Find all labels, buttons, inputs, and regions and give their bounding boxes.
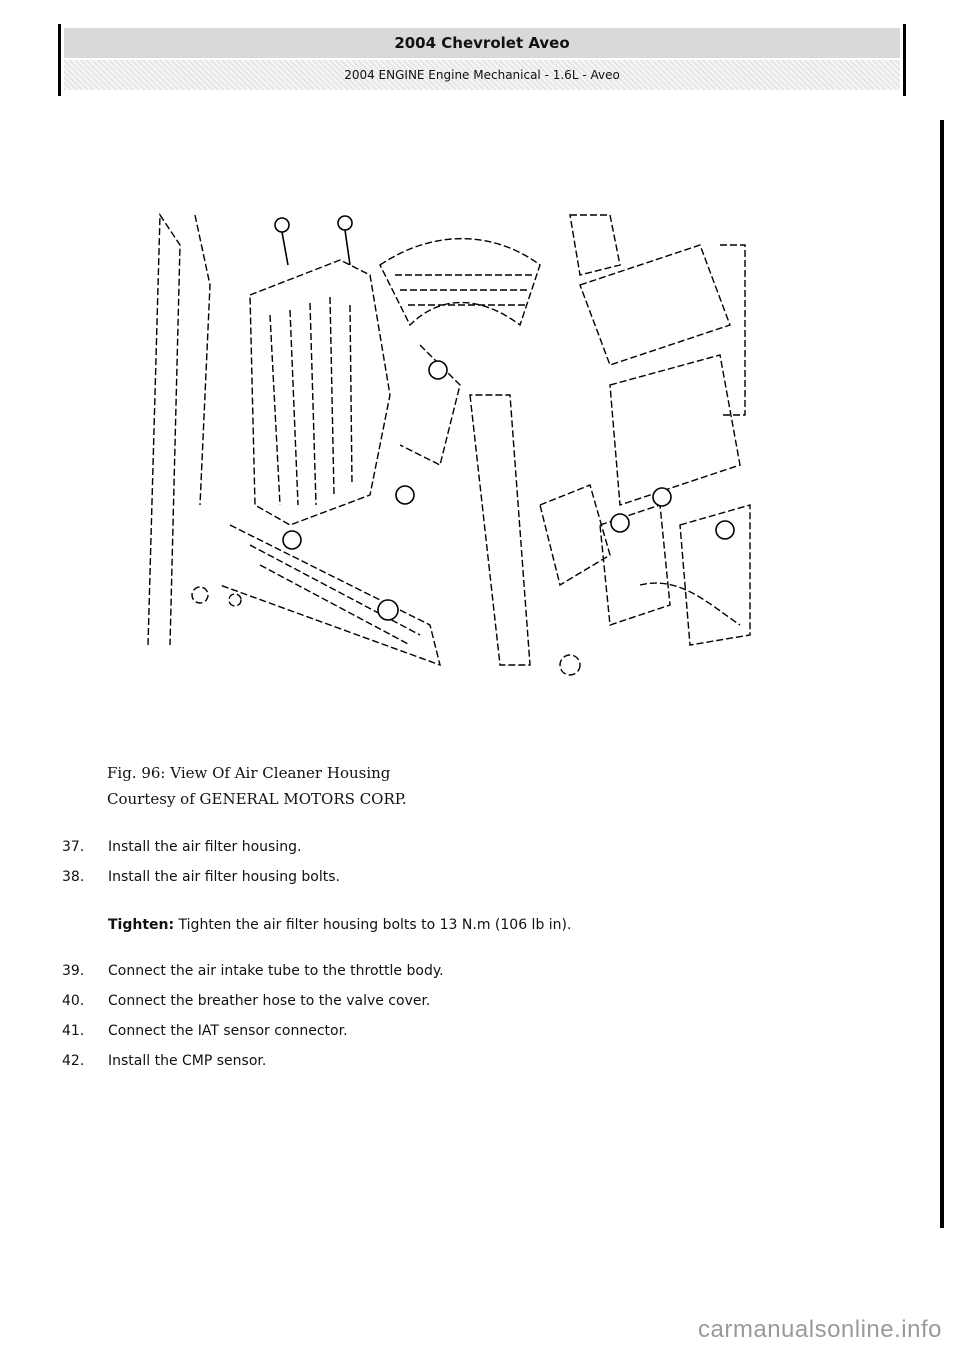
step-text: Install the CMP sensor. <box>108 1053 267 1069</box>
page-right-rule <box>940 120 944 1228</box>
step-text: Connect the breather hose to the valve cover. <box>108 993 431 1009</box>
page-header <box>64 28 900 92</box>
caption-credit: Courtesy of GENERAL MOTORS CORP. <box>107 790 407 808</box>
list-item <box>62 986 882 1016</box>
step-text: Install the air filter housing. <box>108 839 302 855</box>
list-item <box>62 1016 882 1046</box>
air-cleaner-housing-illustration <box>140 205 760 685</box>
header-title: 2004 Chevrolet Aveo <box>64 28 900 60</box>
torque-specification <box>108 912 882 938</box>
caption-title: Fig. 96: View Of Air Cleaner Housing <box>107 764 391 782</box>
procedure-steps <box>62 832 882 1076</box>
step-number: 42. <box>62 1053 85 1069</box>
step-number: 37. <box>62 839 85 855</box>
figure-caption <box>107 760 407 812</box>
step-number: 40. <box>62 993 85 1009</box>
header-left-rule <box>58 24 61 96</box>
list-item <box>62 862 882 892</box>
header-right-rule <box>903 24 906 96</box>
step-number: 41. <box>62 1023 85 1039</box>
header-subtitle: 2004 ENGINE Engine Mechanical - 1.6L - Aveo <box>64 60 900 90</box>
list-item <box>62 832 882 862</box>
list-item <box>62 956 882 986</box>
step-text: Connect the air intake tube to the throttle body. <box>108 963 444 979</box>
watermark: carmanualsonline.info <box>698 1316 942 1343</box>
step-number: 39. <box>62 963 85 979</box>
step-text: Install the air filter housing bolts. <box>108 869 340 885</box>
list-item <box>62 1046 882 1076</box>
tighten-text: Tighten the air filter housing bolts to 13 N.m (106 lb in). <box>178 917 572 933</box>
step-number: 38. <box>62 869 85 885</box>
tighten-label: Tighten: <box>108 917 175 933</box>
step-text: Connect the IAT sensor connector. <box>108 1023 348 1039</box>
